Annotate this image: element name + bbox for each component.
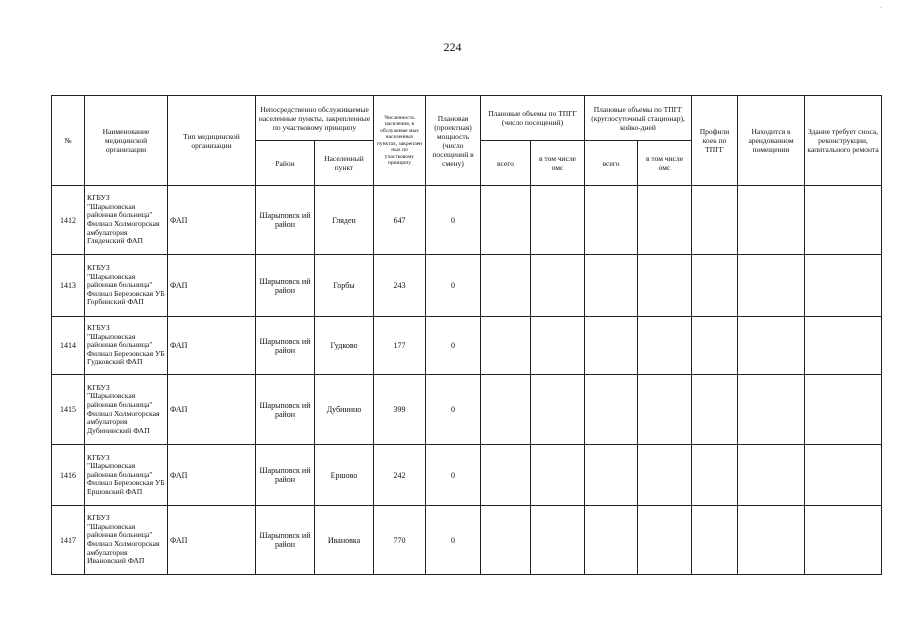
table-row [52, 186, 882, 255]
row-rented [738, 317, 805, 375]
row-num: 1415 [52, 375, 85, 445]
row-visits-oms [531, 317, 585, 375]
row-capacity: 0 [426, 255, 481, 317]
row-rented [738, 375, 805, 445]
row-beds-oms [638, 375, 692, 445]
row-org-name [85, 317, 168, 375]
row-org-type: ФАП [168, 255, 256, 317]
header-served-points: Непосредственно обслуживаемые населенные пункты, закрепленные по участковому принципу [256, 96, 374, 141]
row-beds-oms [638, 186, 692, 255]
row-visits-oms [531, 186, 585, 255]
header-tpgg-visits: Плановые объемы по ТПГГ (число посещений) [481, 96, 585, 141]
row-district: Шарыповск ий район [256, 375, 315, 445]
table-header [52, 96, 882, 186]
row-beds-total [585, 445, 638, 506]
row-capacity: 0 [426, 186, 481, 255]
header-rented: Находится в арендованном помещении [738, 96, 805, 186]
table-row [52, 375, 882, 445]
header-population: Численность населения, в обслуживае мых населенных пунктах, закреплен ных по участковому принципу [374, 96, 426, 186]
header-capacity: Плановая (проектная) мощность (число посещений в смену) [426, 96, 481, 186]
row-beds-total [585, 255, 638, 317]
header-settlement: Населенный пункт [315, 141, 374, 186]
row-org-name-head: КГБУЗ [87, 193, 110, 203]
row-beds-total [585, 506, 638, 575]
row-beds-oms [638, 506, 692, 575]
row-district: Шарыповск ий район [256, 506, 315, 575]
table-body [52, 186, 882, 575]
row-org-name-body: "Шарыповская районная больница" Филиал Березовская УБ Ершовский ФАП [87, 461, 165, 496]
table-row [52, 317, 882, 375]
row-org-name-body: "Шарыповская районная больница" Филиал Березовская УБ Гудковский ФАП [87, 331, 165, 367]
row-visits-oms [531, 255, 585, 317]
row-org-name-body: "Шарыповская районная больница" Филиал Холмогорская амбулатория Гляденский ФАП [87, 201, 160, 246]
row-org-name [85, 375, 168, 445]
row-capacity: 0 [426, 506, 481, 575]
row-beds-total [585, 317, 638, 375]
row-settlement: Гляден [315, 186, 374, 255]
row-visits-oms [531, 445, 585, 506]
header-org-name: Наименование медицинской организации [85, 96, 168, 186]
header-visits-oms: в том числе омс [531, 141, 585, 186]
table-row [52, 255, 882, 317]
row-population: 243 [374, 255, 426, 317]
row-building-needs [805, 317, 882, 375]
row-beds-total [585, 186, 638, 255]
row-building-needs [805, 186, 882, 255]
row-bed-profiles [692, 186, 738, 255]
row-org-name-head: КГБУЗ [87, 382, 110, 392]
row-building-needs [805, 255, 882, 317]
row-population: 399 [374, 375, 426, 445]
row-num: 1414 [52, 317, 85, 375]
row-rented [738, 506, 805, 575]
row-settlement: Ивановка [315, 506, 374, 575]
row-org-name-head: КГБУЗ [87, 513, 110, 523]
row-org-name-body: "Шарыповская районная больница" Филиал Холмогорская амбулатория Дубининский ФАП [87, 391, 160, 435]
row-population: 242 [374, 445, 426, 506]
header-tpgg-beds: Плановые объемы по ТПГГ (круглосуточный стационар), койко-дней [585, 96, 692, 141]
row-num: 1417 [52, 506, 85, 575]
row-org-name-head: КГБУЗ [87, 323, 110, 333]
scan-speck: · [880, 5, 882, 11]
row-visits-total [481, 317, 531, 375]
row-district: Шарыповск ий район [256, 317, 315, 375]
row-visits-total [481, 186, 531, 255]
page-number: 224 [443, 40, 462, 54]
row-building-needs [805, 445, 882, 506]
row-settlement: Гудково [315, 317, 374, 375]
row-num: 1413 [52, 255, 85, 317]
header-num: № [52, 96, 85, 186]
row-org-name-body: "Шарыповская районная больница" Филиал Березовская УБ Горбинский ФАП [87, 271, 165, 307]
row-num: 1412 [52, 186, 85, 255]
header-beds-total: всего [585, 141, 638, 186]
row-org-name-head: КГБУЗ [87, 263, 110, 273]
row-settlement: Горбы [315, 255, 374, 317]
registry-table [51, 95, 882, 575]
row-capacity: 0 [426, 445, 481, 506]
table-row [52, 445, 882, 506]
row-org-type: ФАП [168, 317, 256, 375]
row-district: Шарыповск ий район [256, 186, 315, 255]
row-org-type: ФАП [168, 506, 256, 575]
row-building-needs [805, 506, 882, 575]
row-building-needs [805, 375, 882, 445]
row-visits-total [481, 375, 531, 445]
row-visits-oms [531, 506, 585, 575]
row-settlement: Ершово [315, 445, 374, 506]
header-org-type: Тип медицинской организации [168, 96, 256, 186]
row-district: Шарыповск ий район [256, 255, 315, 317]
row-beds-oms [638, 255, 692, 317]
row-rented [738, 445, 805, 506]
row-population: 177 [374, 317, 426, 375]
row-capacity: 0 [426, 317, 481, 375]
row-org-name-head: КГБУЗ [87, 452, 110, 462]
row-org-type: ФАП [168, 186, 256, 255]
row-rented [738, 255, 805, 317]
row-settlement: Дубинино [315, 375, 374, 445]
row-bed-profiles [692, 255, 738, 317]
row-visits-total [481, 445, 531, 506]
row-org-name [85, 255, 168, 317]
row-beds-oms [638, 317, 692, 375]
row-org-type: ФАП [168, 445, 256, 506]
row-visits-total [481, 506, 531, 575]
header-beds-oms: в том числе омс [638, 141, 692, 186]
table-row [52, 506, 882, 575]
row-visits-oms [531, 375, 585, 445]
row-beds-oms [638, 445, 692, 506]
row-org-name-body: "Шарыповская районная больница" Филиал Холмогорская амбулатория Ивановский ФАП [87, 521, 160, 566]
row-bed-profiles [692, 445, 738, 506]
row-org-name [85, 506, 168, 575]
row-bed-profiles [692, 317, 738, 375]
row-bed-profiles [692, 375, 738, 445]
row-district: Шарыповск ий район [256, 445, 315, 506]
row-rented [738, 186, 805, 255]
row-capacity: 0 [426, 375, 481, 445]
row-org-name [85, 445, 168, 506]
row-num: 1416 [52, 445, 85, 506]
row-org-name [85, 186, 168, 255]
row-population: 770 [374, 506, 426, 575]
header-district: Район [256, 141, 315, 186]
row-org-type: ФАП [168, 375, 256, 445]
header-bed-profiles: Профили коек по ТПГГ [692, 96, 738, 186]
row-beds-total [585, 375, 638, 445]
header-visits-total: всего [481, 141, 531, 186]
header-building-needs: Здание требует сноса, реконструкции, капитального ремонта [805, 96, 882, 186]
row-population: 647 [374, 186, 426, 255]
row-bed-profiles [692, 506, 738, 575]
row-visits-total [481, 255, 531, 317]
